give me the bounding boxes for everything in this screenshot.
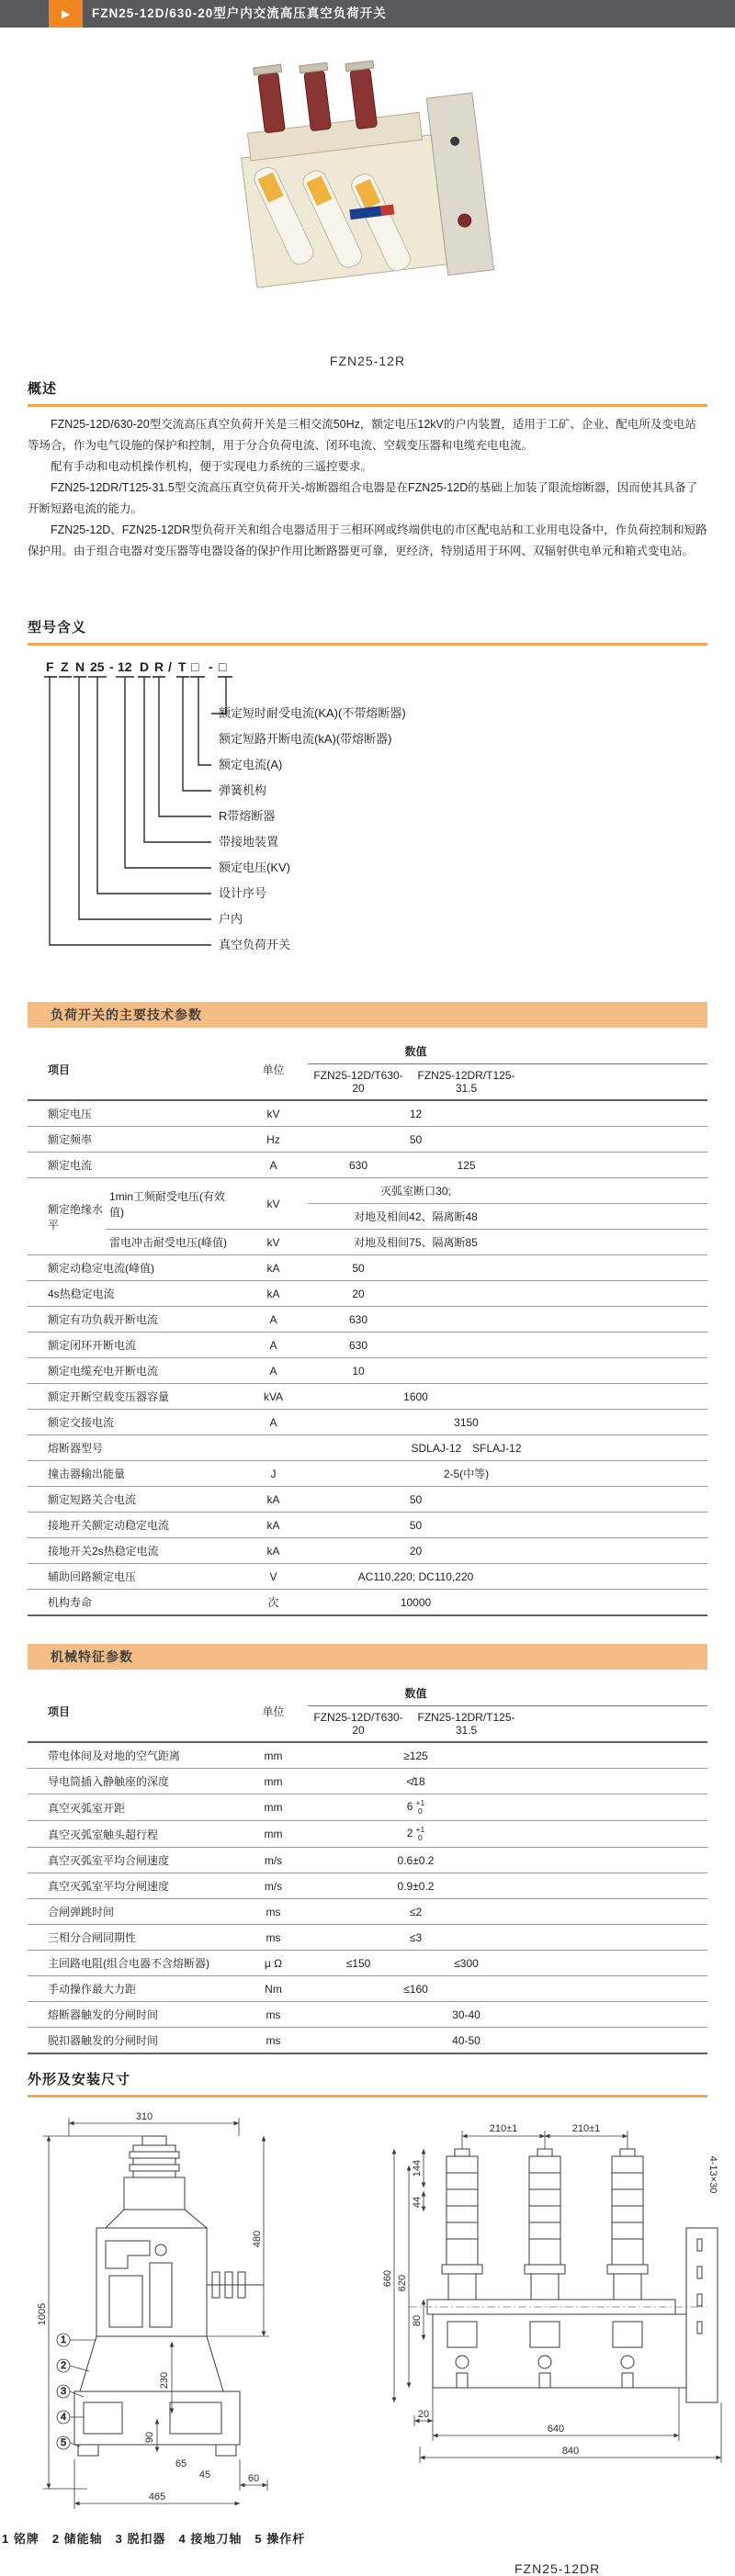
table-row: 机构寿命 次 10000 bbox=[28, 1590, 707, 1616]
svg-text:480: 480 bbox=[252, 2230, 263, 2248]
overview-paragraph: FZN25-12DR/T125-31.5型交流高压真空负荷开关-熔断器组合电器是在FZN25-12D的基础上加装了限流熔断器，因而使其具备了开断短路电流的能力。 bbox=[28, 481, 698, 515]
column-header-model2: FZN25-12DR/T125-31.5 bbox=[409, 1706, 524, 1743]
table-row: 手动操作最大力距 Nm ≤160 bbox=[28, 1976, 707, 2002]
table-row: 额定交接电流 A 3150 bbox=[28, 1410, 707, 1435]
svg-text:Z: Z bbox=[61, 659, 69, 674]
svg-text:真空负荷开关: 真空负荷开关 bbox=[219, 938, 291, 951]
front-view-drawing bbox=[379, 2118, 730, 2503]
svg-text:4: 4 bbox=[60, 2412, 67, 2423]
column-header-filler bbox=[524, 1706, 707, 1743]
column-header-model2: FZN25-12DR/T125-31.5 bbox=[409, 1064, 524, 1101]
table-row: 额定有功负载开断电流 A 630 bbox=[28, 1307, 707, 1333]
overview-paragraph: 配有手动和电动机操作机构，便于实现电力系统的三遥控要求。 bbox=[51, 460, 373, 473]
column-header-model1: FZN25-12D/T630-20 bbox=[308, 1064, 409, 1101]
outline-heading: 外形及安装尺寸 bbox=[28, 2069, 707, 2098]
table-row: 雷电冲击耐受电压(峰值) kV 对地及相间75、隔离断85 bbox=[28, 1230, 707, 1255]
mech-parameters-section bbox=[28, 1644, 707, 2054]
svg-text:310: 310 bbox=[135, 2111, 153, 2122]
table-row: 额定闭环开断电流 A 630 bbox=[28, 1333, 707, 1358]
overview-heading: 概述 bbox=[28, 378, 707, 407]
svg-text:65: 65 bbox=[175, 2458, 187, 2469]
mech-parameters-table bbox=[28, 1681, 707, 2054]
table-row: 额定频率 Hz 50 bbox=[28, 1127, 707, 1153]
arrow-right-icon: ▶ bbox=[61, 7, 71, 20]
svg-text:/: / bbox=[168, 659, 172, 674]
table-row: 接地开关额定动稳定电流 kA 50 bbox=[28, 1513, 707, 1538]
svg-text:44: 44 bbox=[412, 2196, 423, 2209]
product-photo-illustration bbox=[191, 35, 540, 347]
svg-text:额定电流(A): 额定电流(A) bbox=[219, 758, 283, 771]
mech-table-heading: 机械特征参数 bbox=[28, 1644, 707, 1670]
table-row: 接地开关2s热稳定电流 kA 20 bbox=[28, 1538, 707, 1564]
svg-text:5: 5 bbox=[60, 2437, 67, 2448]
table-row: 额定电流 A 630 125 bbox=[28, 1153, 707, 1178]
svg-text:210±1: 210±1 bbox=[571, 2123, 601, 2134]
overview-paragraph: FZN25-12D/630-20型交流高压真空负荷开关是三相交流50Hz，额定电压12kV的户内装置，适用于工矿、企业、配电所及变电站等场合，作为电气设施的保护和控制，用于分合负荷电流、闭环电流、空载变压器和电缆充电电流。 bbox=[28, 418, 696, 452]
svg-text:带接地装置: 带接地装置 bbox=[219, 835, 279, 849]
svg-text:45: 45 bbox=[198, 2469, 211, 2480]
svg-text:144: 144 bbox=[412, 2159, 423, 2177]
column-header-value: 数值 bbox=[308, 1039, 707, 1064]
table-row: 真空灭弧室开距 mm 6 +1 0 bbox=[28, 1794, 707, 1821]
column-header-unit: 单位 bbox=[239, 1039, 308, 1100]
table-row: 带电体间及对地的空气距离 mm ≥125 bbox=[28, 1742, 707, 1769]
svg-text:12: 12 bbox=[118, 659, 132, 674]
svg-text:R带熔断器: R带熔断器 bbox=[219, 809, 276, 823]
table-row: 额定短路关合电流 kA 50 bbox=[28, 1487, 707, 1513]
svg-text:60: 60 bbox=[247, 2473, 260, 2484]
svg-text:□: □ bbox=[191, 659, 199, 674]
table-row: 主回路电阻(组合电器不含熔断器) μ Ω ≤150 ≤300 bbox=[28, 1951, 707, 1976]
table-row: 合闸弹跳时间 ms ≤2 bbox=[28, 1899, 707, 1925]
svg-text:20: 20 bbox=[417, 2409, 430, 2420]
model-designation-diagram bbox=[28, 655, 707, 967]
table-header-row bbox=[28, 1039, 707, 1064]
tech-parameters-section bbox=[28, 1002, 707, 1616]
column-header-unit: 单位 bbox=[239, 1681, 308, 1742]
dimension-drawings bbox=[0, 2110, 735, 2525]
svg-text:额定短时耐受电流(KA)(不带熔断器): 额定短时耐受电流(KA)(不带熔断器) bbox=[219, 706, 406, 720]
svg-text:设计序号: 设计序号 bbox=[219, 886, 267, 900]
overview-paragraph: FZN25-12D、FZN25-12DR型负荷开关和组合电器适用于三相环网或终端供电的市区配电站和工业用电设备中，作负荷控制和短路保护用。由于组合电器对变压器等电器设备的保护作用比断路器更可靠，更经济，特别适用于环网、双辐射供电单元和箱式变电站。 bbox=[28, 523, 707, 557]
table-row: 导电筒插入静触座的深度 mm ≮18 bbox=[28, 1769, 707, 1794]
page-header bbox=[0, 0, 735, 28]
svg-text:T: T bbox=[178, 659, 187, 674]
photo-caption: FZN25-12R bbox=[329, 354, 406, 368]
outline-section bbox=[28, 2069, 707, 2098]
side-view-drawing bbox=[32, 2110, 299, 2514]
column-header-item: 项目 bbox=[28, 1681, 239, 1742]
svg-text:户内: 户内 bbox=[219, 912, 243, 926]
svg-text:25: 25 bbox=[90, 659, 105, 674]
table-row: 额定开断空载变压器容量 kVA 1600 bbox=[28, 1384, 707, 1410]
column-header-filler bbox=[524, 1064, 707, 1101]
svg-text:R: R bbox=[154, 659, 164, 674]
column-header-item: 项目 bbox=[28, 1039, 239, 1100]
table-row: 额定绝缘水平 1min工频耐受电压(有效值) kV 灭弧室断口30; bbox=[28, 1178, 707, 1204]
table-header-row bbox=[28, 1681, 707, 1706]
table-row: 脱扣器触发的分闸时间 ms 40-50 bbox=[28, 2028, 707, 2054]
column-header-model1: FZN25-12D/T630-20 bbox=[308, 1706, 409, 1743]
tech-table-heading: 负荷开关的主要技术参数 bbox=[28, 1002, 707, 1028]
svg-text:F: F bbox=[46, 659, 54, 674]
svg-text:D: D bbox=[140, 659, 150, 674]
table-row: 熔断器型号 SDLAJ-12 SFLAJ-12 bbox=[28, 1435, 707, 1461]
table-row: 辅助回路额定电压 V AC110,220; DC110,220 bbox=[28, 1564, 707, 1590]
svg-text:□: □ bbox=[219, 659, 227, 674]
svg-text:210±1: 210±1 bbox=[489, 2123, 518, 2134]
svg-text:80: 80 bbox=[412, 2314, 423, 2327]
svg-text:660: 660 bbox=[382, 2269, 393, 2288]
table-row: 额定电缆充电开断电流 A 10 bbox=[28, 1358, 707, 1384]
header-accent-block bbox=[49, 0, 83, 28]
table-row: 熔断器触发的分闸时间 ms 30-40 bbox=[28, 2002, 707, 2028]
svg-text:3: 3 bbox=[60, 2386, 67, 2397]
drawing-caption: FZN25-12DR bbox=[514, 2561, 601, 2576]
table-row: 额定电压 kV 12 bbox=[28, 1100, 707, 1127]
svg-text:640: 640 bbox=[547, 2424, 565, 2435]
svg-text:-: - bbox=[209, 659, 213, 674]
table-row: 真空灭弧室触头超行程 mm 2 +1 0 bbox=[28, 1821, 707, 1848]
table-row: 对地及相间42、隔离断48 bbox=[28, 1204, 707, 1230]
svg-text:-: - bbox=[109, 659, 114, 674]
svg-text:额定电压(KV): 额定电压(KV) bbox=[219, 861, 291, 874]
model-meaning-heading: 型号含义 bbox=[28, 617, 707, 646]
svg-text:1005: 1005 bbox=[37, 2302, 48, 2326]
svg-text:N: N bbox=[75, 659, 85, 674]
overview-section bbox=[28, 378, 707, 562]
table-row: 撞击器输出能量 J 2-5(中等) bbox=[28, 1461, 707, 1487]
table-row: 真空灭弧室平均分闸速度 m/s 0.9±0.2 bbox=[28, 1873, 707, 1899]
table-row: 额定动稳定电流(峰值) kA 50 bbox=[28, 1255, 707, 1281]
svg-text:90: 90 bbox=[144, 2431, 155, 2444]
product-photo bbox=[0, 28, 735, 351]
table-row: 4s热稳定电流 kA 20 bbox=[28, 1281, 707, 1307]
svg-text:额定短路开断电流(kA)(带熔断器): 额定短路开断电流(kA)(带熔断器) bbox=[219, 732, 392, 746]
svg-text:620: 620 bbox=[397, 2274, 408, 2292]
svg-text:2: 2 bbox=[60, 2360, 67, 2371]
svg-text:1: 1 bbox=[60, 2334, 67, 2345]
svg-text:230: 230 bbox=[159, 2371, 170, 2390]
model-meaning-section bbox=[28, 617, 707, 967]
parts-legend: 1 铭牌 2 储能轴 3 脱扣器 4 接地刀轴 5 操作杆 bbox=[2, 2532, 306, 2546]
svg-text:840: 840 bbox=[561, 2446, 580, 2457]
tech-parameters-table bbox=[28, 1039, 707, 1616]
table-row: 三相分合闸同期性 ms ≤3 bbox=[28, 1925, 707, 1951]
column-header-value: 数值 bbox=[308, 1681, 707, 1706]
svg-text:弹簧机构: 弹簧机构 bbox=[219, 783, 267, 797]
svg-text:4-13×30: 4-13×30 bbox=[707, 2155, 718, 2194]
page-title: FZN25-12D/630-20型户内交流高压真空负荷开关 bbox=[92, 6, 387, 20]
svg-text:465: 465 bbox=[148, 2492, 166, 2503]
table-row: 真空灭弧室平均合闸速度 m/s 0.6±0.2 bbox=[28, 1848, 707, 1873]
